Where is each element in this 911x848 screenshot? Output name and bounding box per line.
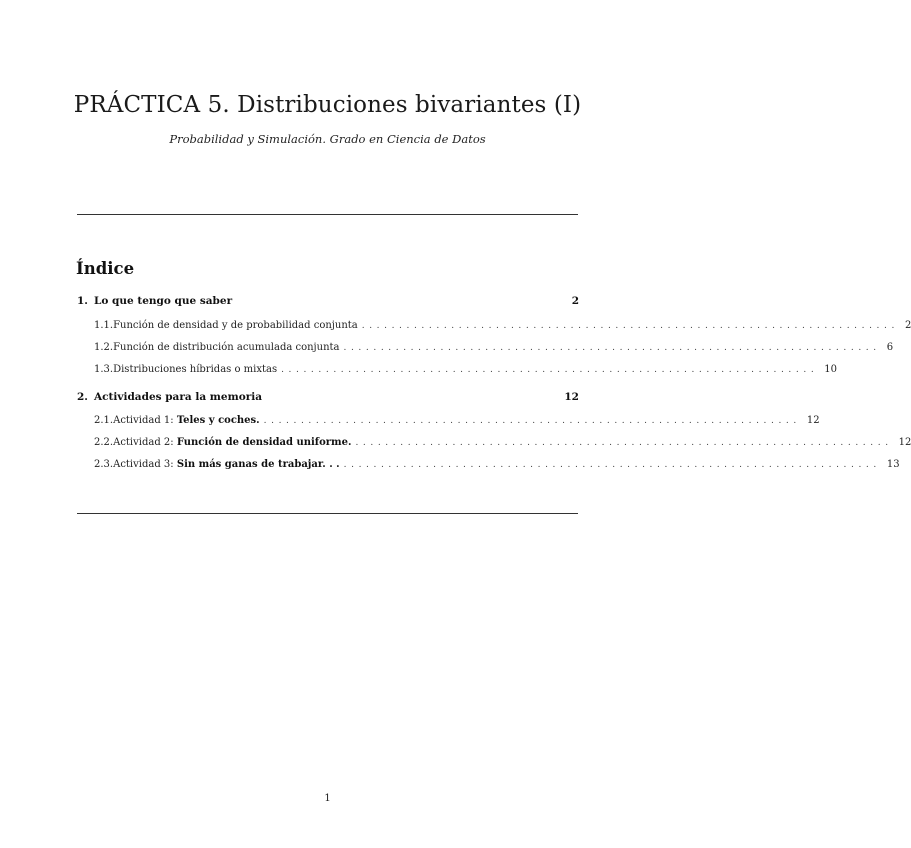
- toc-leader-dots: ........................................................................: [355, 438, 893, 448]
- toc-subsection-2-3[interactable]: [77, 454, 900, 476]
- toc-subsection-title: Función de distribución acumulada conjunta: [113, 342, 340, 353]
- toc-leader-dots: ........................................................................: [263, 416, 801, 426]
- toc-subsection-title: Distribuciones híbridas o mixtas: [113, 364, 278, 375]
- toc-section-page: 2: [571, 295, 579, 307]
- toc-subsection-number: 2.2.: [94, 437, 114, 448]
- toc-section-title: Lo que tengo que saber: [94, 295, 233, 307]
- toc-subsection-title: Actividad 2: Función de densidad uniforme.: [113, 437, 352, 448]
- toc-subsection-title: Actividad 1: Teles y coches.: [113, 415, 260, 426]
- toc-subsection-page: 12: [898, 437, 911, 448]
- toc-subsection-page: 12: [806, 415, 820, 426]
- toc-subsection-title: Actividad 3: Sin más ganas de trabajar. . .: [113, 459, 340, 470]
- toc-subsection-1-3[interactable]: [77, 359, 838, 381]
- toc-subsection-page: 6: [886, 342, 894, 353]
- toc-subsection-list: [77, 410, 911, 476]
- toc-subsection-1-2[interactable]: [77, 337, 894, 359]
- page-number: 1: [324, 793, 331, 804]
- toc-subsection-page: 2: [904, 320, 911, 331]
- toc-section-number: 1.: [77, 295, 88, 307]
- toc-section-1[interactable]: [77, 295, 579, 311]
- toc-section-page: 12: [564, 391, 579, 403]
- toc-leader-dots: ........................................................................: [343, 343, 881, 353]
- document-title: PRÁCTICA 5. Distribuciones bivariantes (I): [73, 92, 582, 118]
- toc-subsection-number: 2.3.: [94, 459, 114, 470]
- toc-subsection-page: 13: [886, 459, 900, 470]
- toc-subsection-list: [77, 315, 911, 381]
- toc-section-2[interactable]: [77, 391, 579, 407]
- toc-subsection-2-1[interactable]: [77, 410, 820, 432]
- toc-subsection-number: 1.3.: [94, 364, 114, 375]
- bottom-rule: [77, 513, 578, 514]
- top-rule: [77, 214, 578, 215]
- toc-subsection-title: Función de densidad y de probabilidad conjunta: [113, 320, 358, 331]
- table-of-contents: [77, 295, 911, 476]
- toc-section-title: Actividades para la memoria: [94, 391, 263, 403]
- toc-subsection-number: 1.2.: [94, 342, 114, 353]
- toc-leader-dots: ........................................................................: [343, 460, 881, 470]
- toc-spacer: [77, 381, 579, 391]
- toc-subsection-number: 1.1.: [94, 320, 114, 331]
- toc-subsection-number: 2.1.: [94, 415, 114, 426]
- toc-subsection-page: 10: [824, 364, 838, 375]
- document-subtitle: Probabilidad y Simulación. Grado en Ciencia de Datos: [169, 132, 486, 146]
- toc-heading: Índice: [76, 259, 135, 278]
- toc-section-number: 2.: [77, 391, 88, 403]
- toc-leader-dots: ........................................................................: [361, 321, 899, 331]
- toc-leader-dots: ........................................................................: [281, 365, 819, 375]
- toc-subsection-2-2[interactable]: [77, 432, 911, 454]
- toc-subsection-1-1[interactable]: [77, 315, 911, 337]
